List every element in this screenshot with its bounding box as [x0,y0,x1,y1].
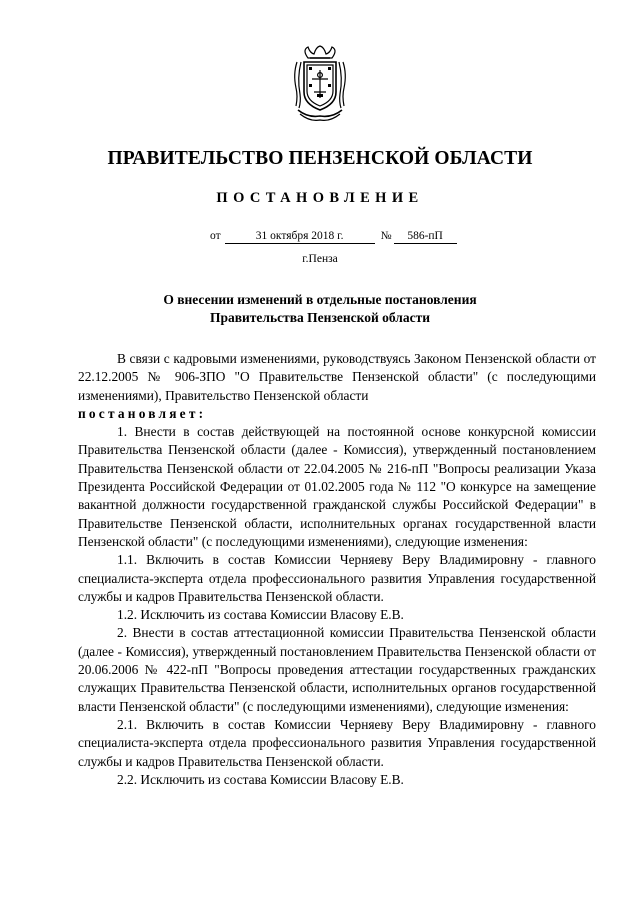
organization-title: ПРАВИТЕЛЬСТВО ПЕНЗЕНСКОЙ ОБЛАСТИ [107,148,533,169]
paragraph-2-1: 2.1. Включить в состав Комиссии Черняеву Веру Владимировну - главного специалиста-эксперта отдела профессионального развития Управления государственной службы и кадров Правительства Пензенской области. [78,716,596,769]
document-body [78,350,596,789]
date-prefix: от [210,230,221,242]
document-subject [150,291,490,327]
paragraph-1-1: 1.1. Включить в состав Комиссии Черняеву Веру Владимировну - главного специалиста-эксперта отдела профессионального развития Управления государственной службы и кадров Правительства Пензенской области. [78,552,596,604]
intro-paragraph: В связи с кадровыми изменениями, руководствуясь Законом Пензенской области от 22.12.2005 № 906-ЗПО "О Правительстве Пензенской области" (с последующими изменениями), Правительство Пензенской области [78,351,596,403]
document-date: 31 октября 2018 г. [225,230,375,244]
subject-line-2: Правительства Пензенской области [209,310,431,325]
coat-of-arms-icon [288,44,352,124]
document-type: ПОСТАНОВЛЕНИЕ [216,190,424,206]
subject-line-1: О внесении изменений в отдельные постановления [163,292,477,307]
paragraph-1-2: 1.2. Исключить из состава Комиссии Власову Е.В. [117,607,404,623]
resolves-line [78,405,596,423]
city: г.Пенза [302,253,338,265]
number-sign: № [380,230,392,242]
document-number: 586-пП [394,230,457,244]
date-number-line [210,230,457,244]
paragraph-2-2: 2.2. Исключить из состава Комиссии Власову Е.В. [117,771,404,787]
paragraph-2: 2. Внести в состав аттестационной комиссии Правительства Пензенской области (далее - Комиссия), утвержденный постановлением Правительства Пензенской области от 20.06.2006 № 422-пП "Вопросы проведения аттестации государственных гражданских служащих Правительства Пензенской области, исполнительных органов государственной власти Пензенской области" (с последующими изменениями), следующие изменения: [78,625,596,714]
resolves-word: постановляет: [78,405,207,421]
paragraph-1: 1. Внести в состав действующей на постоянной основе конкурсной комиссии Правительства Пензенской области (далее - Комиссия), утвержденный постановлением Правительства Пензенской области от 22.04.2005 № 216-пП "Вопросы реализации Указа Президента Российской Федерации от 01.02.2005 года № 112 "О конкурсе на замещение вакантной должности государственной гражданской службы Российской Федерации" в Правительстве Пензенской области, исполнительных органах государственной власти Пензенской области" (с последующими изменениями), следующие изменения: [78,424,596,549]
